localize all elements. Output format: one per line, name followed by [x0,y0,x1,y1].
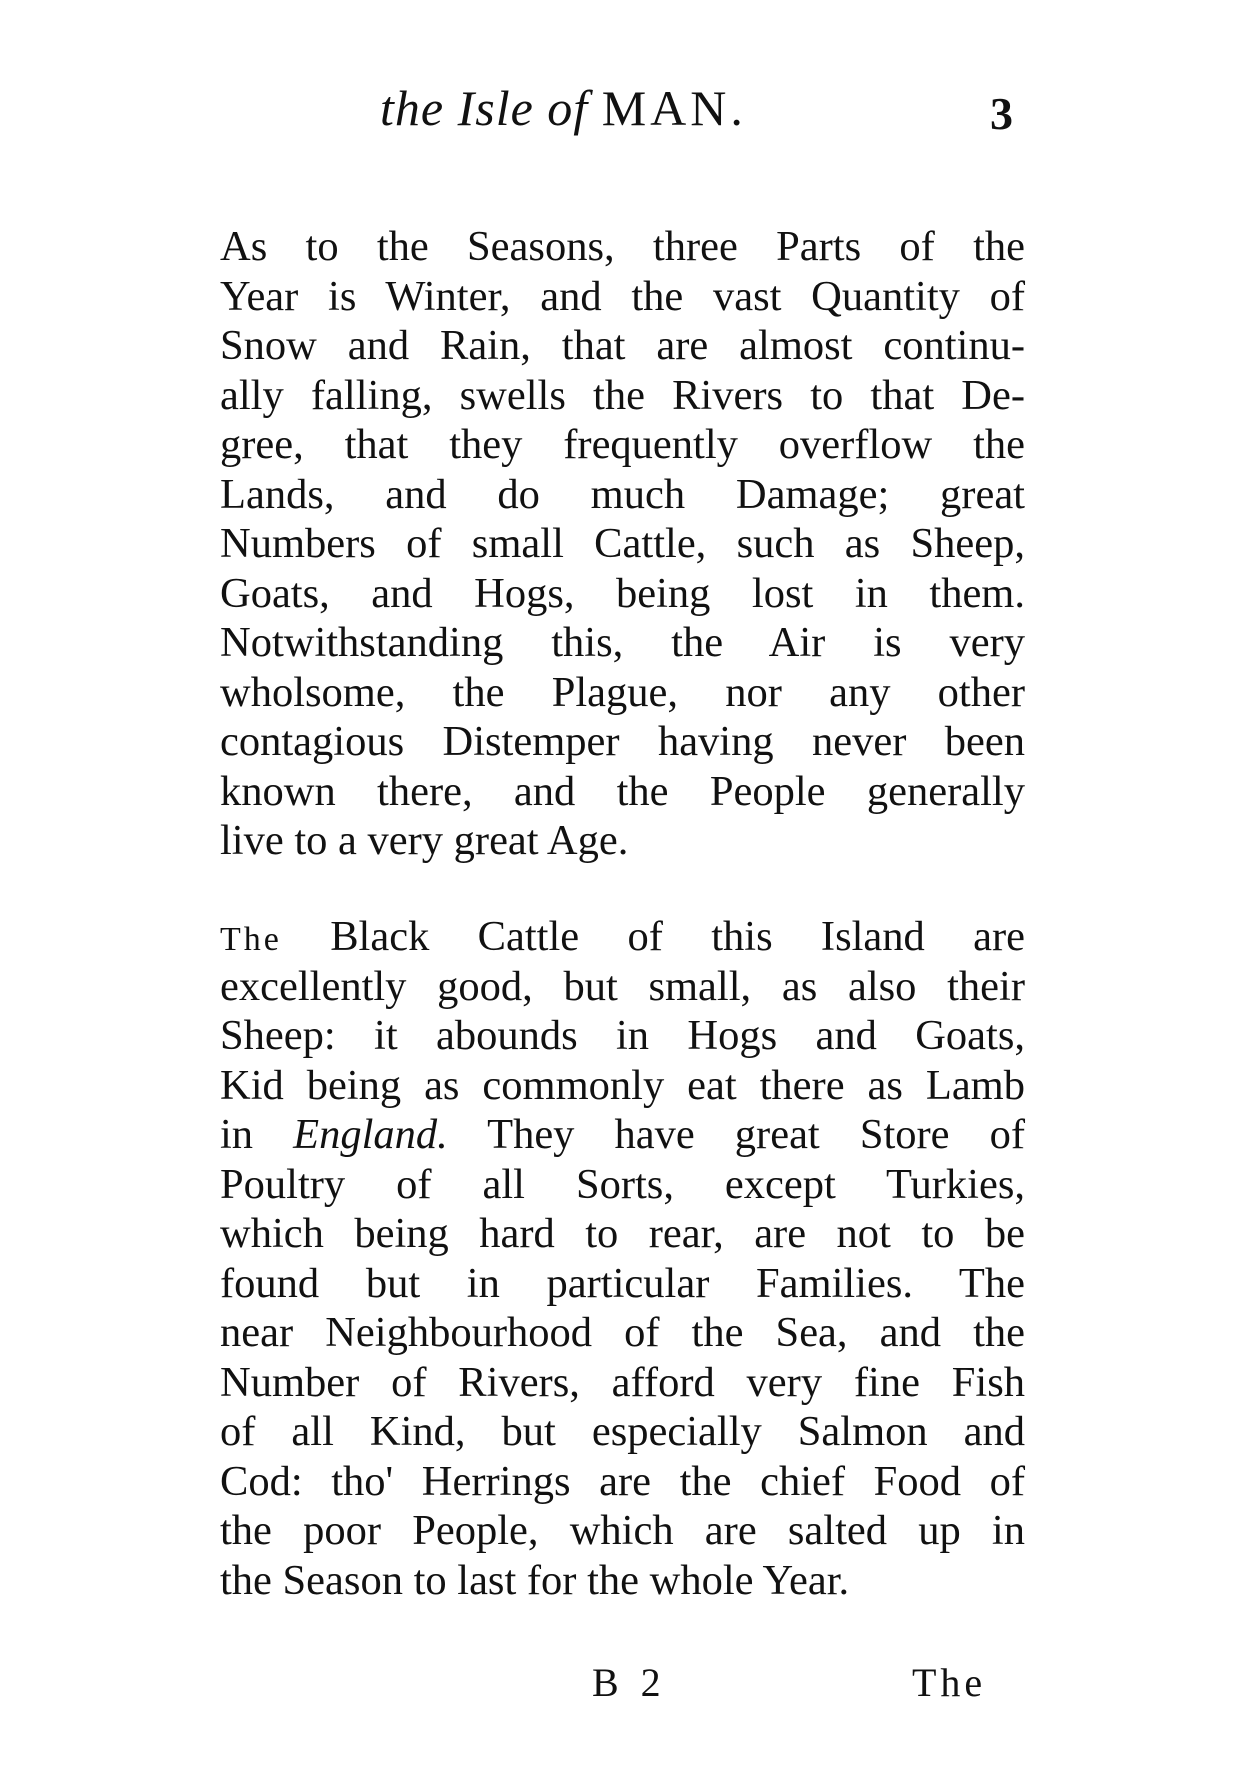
paragraph-cattle [220,912,1025,1605]
text-line: Number of Rivers, afford very fine Fish [220,1358,1025,1406]
text-line: known there, and the People generally [220,767,1025,815]
text-line-rest: They have great Store of [487,1111,1026,1158]
text-line [220,912,1025,962]
catchword: The [912,1660,987,1705]
title-place: MAN. [601,80,747,136]
title-prefix: the [380,80,445,136]
text-line: Snow and Rain, that are almost continu- [220,322,1025,369]
text-line-prefix: in [220,1111,254,1158]
text-line: near Neighbourhood of the Sea, and the [220,1309,1025,1356]
text-line: Cod: tho' Herrings are the chief Food of [220,1457,1025,1505]
italic-place-name: England. [293,1111,448,1158]
text-line: Kid being as commonly eat there as Lamb [220,1061,1025,1109]
title-of: of [547,80,589,136]
text-line: contagious Distemper having never been [220,718,1025,765]
text-line: excellently good, but small, as also their [220,962,1025,1010]
signature-mark: B 2 [592,1660,667,1705]
text-line: the Season to last for the whole Year. [220,1556,850,1604]
text-line: gree, that they frequently overflow the [220,421,1025,468]
text-line: live to a very great Age. [220,817,629,864]
text-line [220,1110,1025,1160]
paragraph-seasons [220,222,1025,866]
title-isle: Isle [457,80,534,136]
text-line: found but in particular Families. The [220,1259,1025,1307]
text-line: of all Kind, but especially Salmon and [220,1408,1025,1455]
text-line: wholsome, the Plague, nor any other [220,668,1025,716]
catchline [0,1658,1259,1718]
text-line: Goats, and Hogs, being lost in them. [220,569,1025,617]
text-line: Poultry of all Sorts, except Turkies, [220,1160,1025,1208]
text-line-rest: Black Cattle of this Island are [330,913,1025,960]
running-head [0,78,1259,148]
paragraph-lead-word: The [220,921,282,958]
text-line: ally falling, swells the Rivers to that De- [220,371,1025,419]
text-line: Numbers of small Cattle, such as Sheep, [220,520,1025,567]
page-number: 3 [990,88,1013,139]
text-line: Notwithstanding this, the Air is very [220,619,1025,666]
running-title [380,78,747,138]
text-line: Lands, and do much Damage; great [220,470,1025,518]
text-line: Sheep: it abounds in Hogs and Goats, [220,1012,1025,1059]
text-line: As to the Seasons, three Parts of the [220,223,1025,270]
text-line: which being hard to rear, are not to be [220,1210,1025,1257]
text-line: Year is Winter, and the vast Quantity of [220,272,1025,320]
text-line: the poor People, which are salted up in [220,1507,1025,1554]
